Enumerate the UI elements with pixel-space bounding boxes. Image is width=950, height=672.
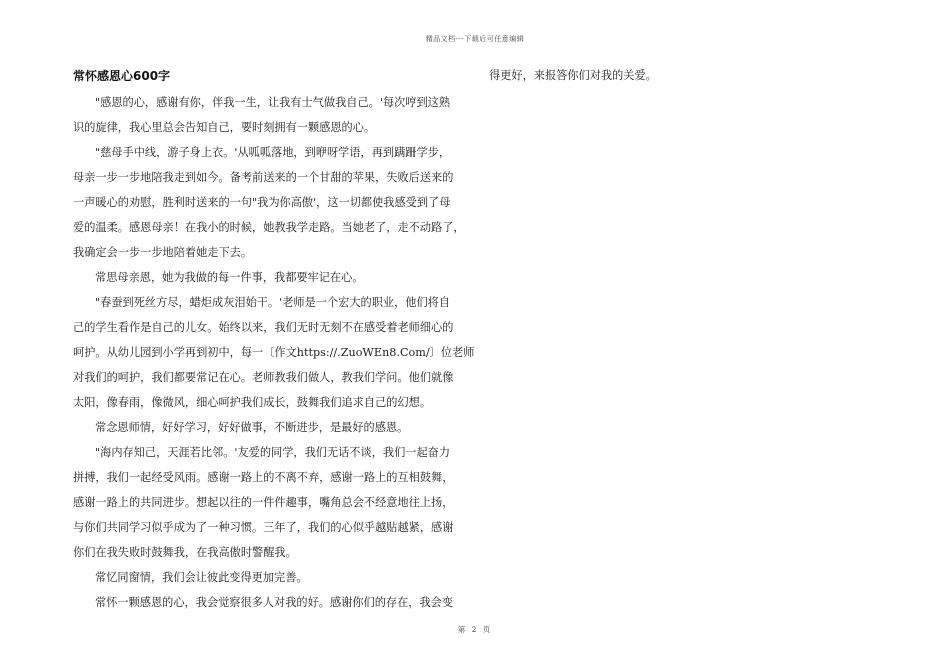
- paragraph: [73, 440, 473, 565]
- paragraph-line: 我确定会一步一步地陪着她走下去。: [73, 246, 253, 259]
- paragraph: [73, 290, 473, 415]
- paragraph-line: 感谢一路上的共同进步。想起以往的一件件趣事，嘴角总会不经意地往上扬，: [73, 496, 454, 509]
- paragraph-line: 己的学生看作是自己的儿女。始终以来，我们无时无刻不在感受着老师细心的: [73, 321, 454, 334]
- paragraph-line: "海内存知己，天涯若比邻。'友爱的同学，我们无话不谈，我们一起奋力: [95, 446, 451, 459]
- paragraph: [73, 140, 473, 265]
- paragraph-line: 一声暖心的劝慰，胜利时送来的一句"我为你高傲'，这一切都使我感受到了母: [73, 196, 451, 209]
- paragraph-line: 常怀一颗感恩的心，我会觉察很多人对我的好。感谢你们的存在，我会变: [95, 596, 454, 609]
- body-text: [73, 90, 473, 615]
- paragraph: [73, 90, 473, 140]
- paragraph-line: "感恩的心，感谢有你，伴我一生，让我有士气做我自己。'每次哼到这熟: [95, 96, 451, 109]
- left-column: [73, 68, 473, 615]
- paragraph: [73, 590, 473, 615]
- paragraph-line: "春蚕到死丝方尽，蜡炬成灰泪始干。'老师是一个宏大的职业，他们将自: [95, 296, 451, 309]
- right-column: [489, 68, 889, 84]
- paragraph-line: 识的旋律，我心里总会告知自己，要时刻拥有一颗感恩的心。: [73, 121, 376, 134]
- paragraph-line: 对我们的呵护，我们都要常记在心。老师教我们做人，教我们学问。他们就像: [73, 371, 454, 384]
- document-title: 常怀感恩心600字: [73, 69, 171, 83]
- page-number: 第 2 页: [457, 625, 493, 634]
- paragraph: [73, 565, 473, 590]
- paragraph-line: 与你们共同学习似乎成为了一种习惯。三年了，我们的心似乎越贴越紧，感谢: [73, 521, 454, 534]
- paragraph-line: 呵护。从幼儿园到小学再到初中，每一〔作文https://.ZuoWEn8.Com/〕位老师: [73, 346, 475, 359]
- paragraph-line: 你们在我失败时鼓舞我，在我高傲时警醒我。: [73, 546, 297, 559]
- paragraph-line: 常念恩师情，好好学习，好好做事，不断进步，是最好的感恩。: [95, 421, 409, 434]
- continued-line: 得更好，来报答你们对我的关爱。: [489, 69, 657, 82]
- paragraph-line: 太阳，像春雨，像微风，细心呵护我们成长，鼓舞我们追求自己的幻想。: [73, 396, 432, 409]
- paragraph-line: 拼搏，我们一起经受风雨。感谢一路上的不离不弃，感谢一路上的互相鼓舞，: [73, 471, 454, 484]
- paragraph-line: 常忆同窗情，我们会让彼此变得更加完善。: [95, 571, 308, 584]
- paragraph-line: 母亲一步一步地陪我走到如今。备考前送来的一个甘甜的苹果，失败后送来的: [73, 171, 454, 184]
- page-header: 精品文档---下载后可任意编辑: [425, 35, 525, 43]
- paragraph-line: 常思母亲恩，她为我做的每一件事，我都要牢记在心。: [95, 271, 364, 284]
- paragraph: [73, 415, 473, 440]
- paragraph: [73, 265, 473, 290]
- paragraph-line: "慈母手中线，游子身上衣。'从呱呱落地，到咿呀学语，再到蹒跚学步，: [95, 146, 451, 159]
- paragraph-line: 爱的温柔。感恩母亲！在我小的时候，她教我学走路。当她老了，走不动路了，: [73, 221, 465, 234]
